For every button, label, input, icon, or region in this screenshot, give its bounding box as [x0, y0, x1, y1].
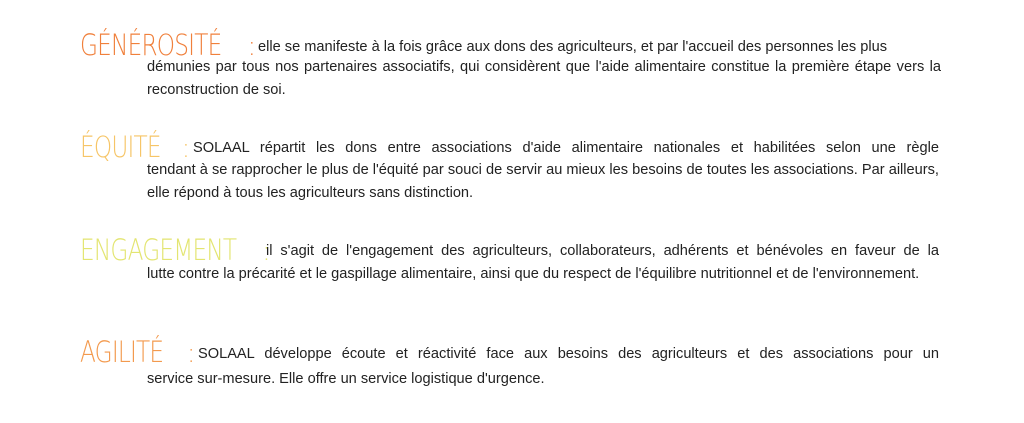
value-text-generosite: démunies par tous nos partenaires associatifs, qui considèrent que l'aide alimentaire constitue la première étape vers la reconstruction de soi. — [147, 59, 941, 98]
value-first-line-agilite: SOLAAL développe écoute et réactivité face aux besoins des agriculteurs et des associations pour un — [198, 346, 939, 362]
value-title-agilite: AGILITÉ — [80, 335, 164, 369]
value-title-equite: ÉQUITÉ — [80, 130, 161, 164]
value-heading-engagement — [80, 233, 271, 267]
value-colon-equite: : — [181, 133, 191, 164]
value-title-generosite: GÉNÉROSITÉ — [80, 28, 222, 62]
value-colon-engagement: : — [261, 236, 271, 267]
value-first-line-engagement: il s'agit de l'engagement des agriculteurs, collaborateurs, adhérents et bénévoles en faveur de la — [266, 243, 939, 259]
value-heading-agilite — [80, 335, 196, 369]
value-colon-generosite: : — [247, 31, 257, 62]
value-text-equite: tendant à se rapprocher le plus de l'équité par souci de servir au mieux les besoins de toutes les associations. Par ailleurs, elle répond à tous les agriculteurs sans distinction. — [147, 162, 939, 201]
value-colon-agilite: : — [186, 338, 196, 369]
value-text-engagement: lutte contre la précarité et le gaspillage alimentaire, ainsi que du respect de l'équilibre nutritionnel et de l'environnement. — [147, 266, 920, 282]
value-first-line-equite: SOLAAL répartit les dons entre associations d'aide alimentaire nationales et habilitées selon une règle — [193, 140, 939, 156]
value-title-engagement: ENGAGEMENT — [80, 233, 237, 267]
value-text-agilite: service sur-mesure. Elle offre un service logistique d'urgence. — [147, 371, 545, 387]
value-first-line-generosite: elle se manifeste à la fois grâce aux dons des agriculteurs, et par l'accueil des personnes les plus — [258, 39, 888, 55]
